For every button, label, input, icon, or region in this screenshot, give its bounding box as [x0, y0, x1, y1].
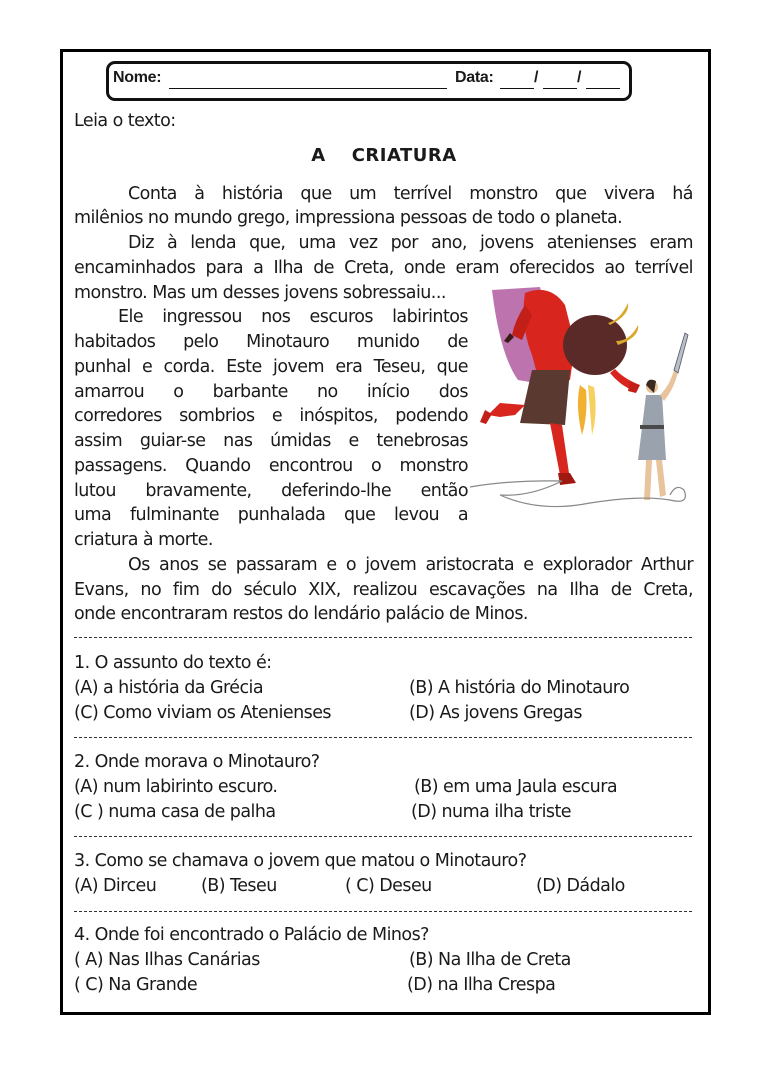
name-label: Nome:	[113, 69, 162, 86]
divider	[74, 737, 692, 738]
story-line: Os anos se passaram e o jovem aristocrata e explorador Arthur	[128, 555, 693, 575]
title-article: A	[311, 145, 326, 166]
story-line: Diz à lenda que, uma vez por ano, jovens atenienses eram	[128, 233, 693, 253]
option-2b[interactable]: (B) em uma Jaula escura	[414, 777, 618, 797]
option-4d[interactable]: (D) na Ilha Crespa	[407, 975, 556, 995]
story-line: uma fulminante punhalada que levou a	[74, 505, 468, 525]
date-month-field[interactable]	[543, 88, 577, 89]
option-4b[interactable]: (B) Na Ilha de Creta	[409, 950, 571, 970]
option-1d[interactable]: (D) As jovens Gregas	[409, 703, 582, 723]
divider	[74, 637, 692, 638]
question-2: 2. Onde morava o Minotauro?	[74, 752, 320, 772]
name-date-box	[106, 61, 632, 101]
story-line: criatura à morte.	[74, 530, 213, 550]
story-title	[0, 145, 768, 166]
date-day-field[interactable]	[500, 88, 534, 89]
minotaur-theseus-illustration-icon	[470, 285, 702, 525]
option-3c[interactable]: ( C) Deseu	[345, 876, 432, 896]
option-1c[interactable]: (C) Como viviam os Atenienses	[74, 703, 331, 723]
option-2d[interactable]: (D) numa ilha triste	[411, 802, 571, 822]
story-line: habitados pelo Minotauro munido de	[74, 332, 468, 352]
option-3b[interactable]: (B) Teseu	[201, 876, 277, 896]
title-word: CRIATURA	[351, 145, 457, 166]
option-3d[interactable]: (D) Dádalo	[536, 876, 625, 896]
story-line: milênios no mundo grego, impressiona pessoas de todo o planeta.	[74, 208, 623, 228]
story-line: assim guiar-se nas úmidas e tenebrosas	[74, 431, 468, 451]
story-line: monstro. Mas um desses jovens sobressaiu...	[74, 283, 446, 303]
option-4c[interactable]: ( C) Na Grande	[74, 975, 198, 995]
option-2a[interactable]: (A) num labirinto escuro.	[74, 777, 278, 797]
option-4a[interactable]: ( A) Nas Ilhas Canárias	[74, 950, 260, 970]
story-line: encaminhados para a Ilha de Creta, onde eram oferecidos ao terrível	[74, 258, 693, 278]
story-line: onde encontraram restos do lendário palácio de Minos.	[74, 604, 528, 624]
option-2c[interactable]: (C ) numa casa de palha	[74, 802, 276, 822]
question-1: 1. O assunto do texto é:	[74, 653, 272, 673]
story-line: amarrou o barbante no início dos	[74, 382, 468, 402]
date-separator: /	[577, 69, 582, 86]
story-line: Conta à história que um terrível monstro que vivera há	[128, 184, 693, 204]
story-line: passagens. Quando encontrou o monstro	[74, 456, 468, 476]
date-separator: /	[534, 69, 539, 86]
question-4: 4. Onde foi encontrado o Palácio de Minos?	[74, 925, 429, 945]
story-line: lutou bravamente, deferindo-lhe então	[74, 481, 468, 501]
name-field[interactable]	[169, 88, 447, 89]
story-line: Evans, no fim do século XIX, realizou escavações na Ilha de Creta,	[74, 580, 693, 600]
instruction: Leia o texto:	[74, 111, 176, 131]
story-line: punhal e corda. Este jovem era Teseu, que	[74, 357, 468, 377]
date-label: Data:	[455, 69, 494, 86]
question-3: 3. Como se chamava o jovem que matou o Minotauro?	[74, 851, 527, 871]
option-1a[interactable]: (A) a história da Grécia	[74, 678, 263, 698]
story-line: corredores sombrios e inóspitos, podendo	[74, 406, 468, 426]
date-year-field[interactable]	[586, 88, 620, 89]
divider	[74, 836, 692, 837]
divider	[74, 911, 692, 912]
option-1b[interactable]: (B) A história do Minotauro	[409, 678, 630, 698]
story-line: Ele ingressou nos escuros labirintos	[118, 307, 468, 327]
option-3a[interactable]: (A) Dirceu	[74, 876, 157, 896]
